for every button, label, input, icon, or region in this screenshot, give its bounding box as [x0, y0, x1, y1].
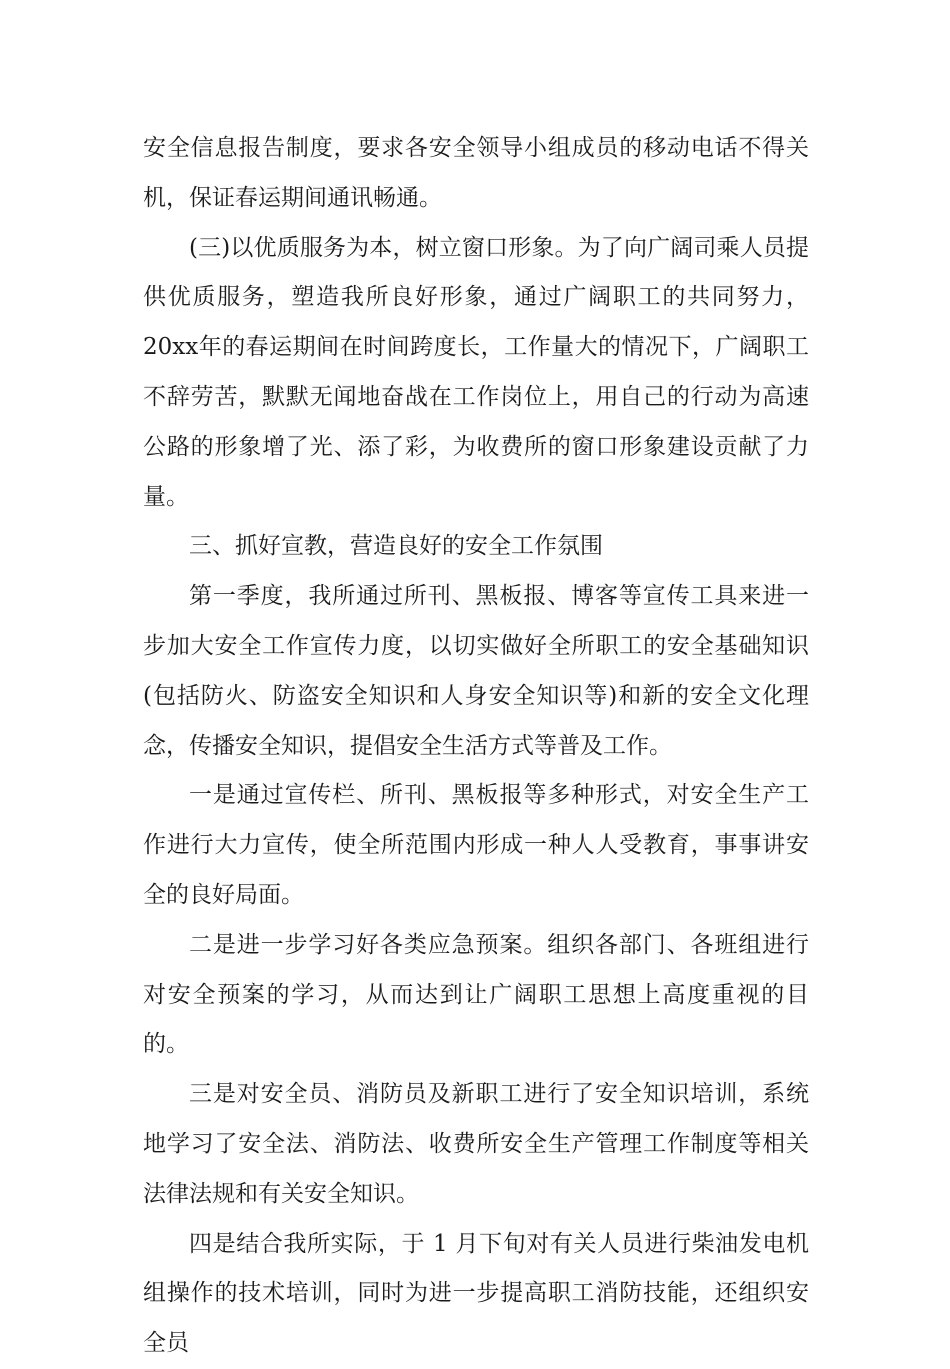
paragraph-7: 三是对安全员、消防员及新职工进行了安全知识培训，系统地学习了安全法、消防法、收费所安全生产管理工作制度等相关法律法规和有关安全知识。	[143, 1081, 809, 1207]
paragraph-5: 一是通过宣传栏、所刊、黑板报等多种形式，对安全生产工作进行大力宣传，使全所范围内形成一种人人受教育，事事讲安全的良好局面。	[143, 782, 809, 908]
paragraph-6: 二是进一步学习好各类应急预案。组织各部门、各班组进行对安全预案的学习，从而达到让广阔职工思想上高度重视的目的。	[143, 931, 809, 1058]
paragraph-8: 四是结合我所实际，于 1 月下旬对有关人员进行柴油发电机组操作的技术培训，同时为进一步提高职工消防技能，还组织安全员	[143, 1230, 809, 1357]
paragraph-4: 第一季度，我所通过所刊、黑板报、博客等宣传工具来进一步加大安全工作宣传力度，以切实做好全所职工的安全基础知识(包括防火、防盗安全知识和人身安全知识等)和新的安全文化理念，传播安全知识，提倡安全生活方式等普及工作。	[143, 583, 809, 759]
document-body	[143, 124, 809, 1369]
section-heading-3: 三、抓好宣教，营造良好的安全工作氛围	[189, 533, 603, 560]
paragraph-2: (三)以优质服务为本，树立窗口形象。为了向广阔司乘人员提供优质服务，塑造我所良好形象，通过广阔职工的共同努力，20xx年的春运期间在时间跨度长，工作量大的情况下，广阔职工不辞劳苦，默默无闻地奋战在工作岗位上，用自己的行动为高速公路的形象增了光、添了彩，为收费所的窗口形象建设贡献了力量。	[143, 234, 809, 510]
paragraph-1: 安全信息报告制度，要求各安全领导小组成员的移动电话不得关机，保证春运期间通讯畅通。	[143, 135, 809, 211]
